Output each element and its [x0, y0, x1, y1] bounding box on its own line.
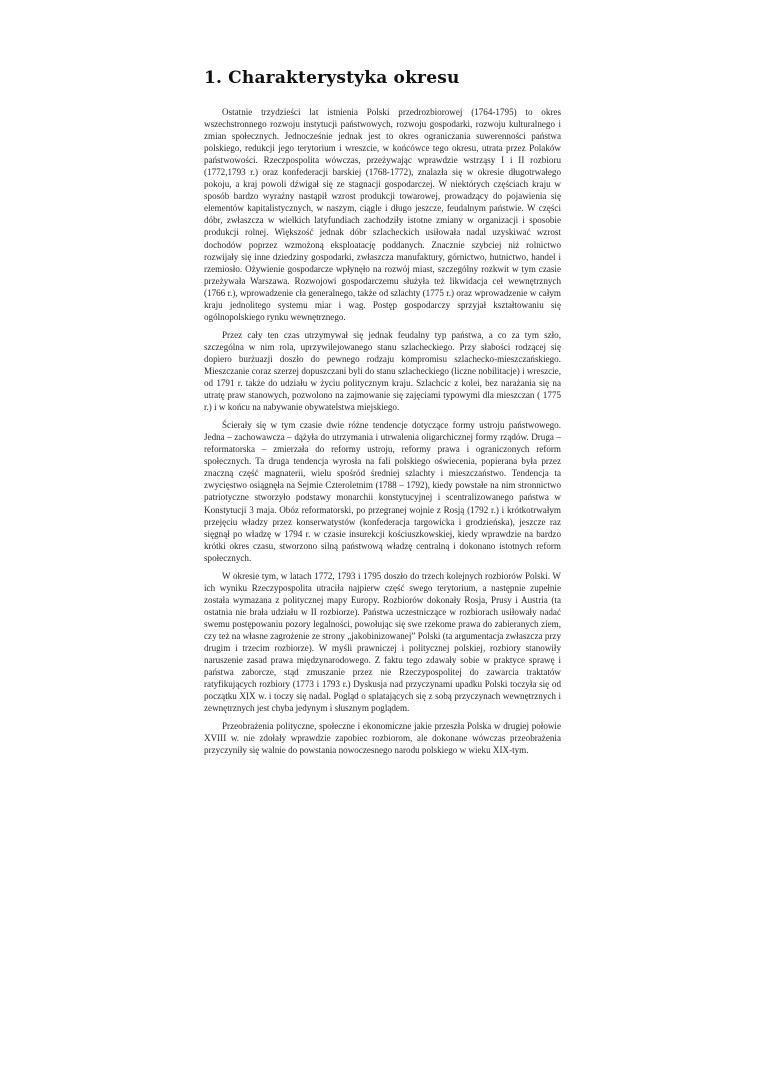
- paragraph-2: Przez cały ten czas utrzymywał się jednak feudalny typ państwa, a co za tym szło, szczególna w nim rola, uprzywilejowanego stanu szlacheckiego. Przy słabości rodzącej się dopiero burżuazji doszło do pewnego rodzaju kompromisu szlachecko-mieszczańskiego. Mieszczanie coraz szerzej dopuszczani byli do stanu szlacheckiego (liczne nobilitacje) i wreszcie, od 1791 r. także do udziału w życiu politycznym kraju. Szlachcic z kolei, bez narażania się na utratę praw stanowych, pozwolono na zajmowanie się zajęciami typowymi dla mieszczan ( 1775 r.) i w końcu na nabywanie obywatelstwa miejskiego.: [204, 329, 561, 413]
- page-title: [204, 68, 564, 88]
- section-number: 1.: [204, 68, 223, 88]
- paragraph-1: Ostatnie trzydzieści lat istnienia Polski przedrozbiorowej (1764-1795) to okres wszechstronnego rozwoju instytucji państwowych, rozwoju gospodarki, rozwoju kulturalnego i zmian społecznych. Jednocześnie jednak jest to okres ograniczania suwerenności państwa polskiego, redukcji jego terytorium i wreszcie, w końcówce tego okresu, utrata przez Polaków państwowości. Rzeczpospolita wówczas, przeżywając wprawdzie wstrząsy I i II rozbioru (1772,1793 r.) oraz konfederacji barskiej (1768-1772), znalazła się w okresie długotrwałego pokoju, a kraj powoli dźwigał się ze stagnacji gospodarczej. W niektórych częściach kraju w sposób bardzo wyraźny nastąpił wzrost produkcji towarowej, prowadzący do pojawienia się elementów kapitalistycznych, w naszym, ciągle i długo jeszcze, feudalnym państwie. W części dóbr, zwłaszcza w wielkich latyfundiach zachodziły istotne zmiany w organizacji i sposobie produkcji rolnej. Większość jednak dóbr szlacheckich usiłowała nadal uzyskiwać wzrost dochodów poprzez wzmożoną eksploatację poddanych. Znacznie szybciej niż rolnictwo rozwijały się inne dziedziny gospodarki, zwłaszcza manufaktury, górnictwo, hutnictwo, handel i rzemiosło. Ożywienie gospodarcze wpłynęło na rozwój miast, szczególny rozkwit w tym czasie przeżywała Warszawa. Rozwojowi gospodarczemu służyła też likwidacja ceł wewnętrznych (1766 r.), wprowadzenie cła generalnego, także od szlachty (1775 r.) oraz wprowadzenie w całym kraju jednolitego systemu miar i wag. Postęp gospodarczy sprzyjał kształtowaniu się ogólnopolskiego rynku wewnętrznego.: [204, 107, 561, 322]
- body-text: [204, 106, 561, 762]
- paragraph-5: Przeobrażenia polityczne, społeczne i ekonomiczne jakie przeszła Polska w drugiej połowie XVIII w. nie zdołały wprawdzie zapobiec rozbiorom, ale dokonane wówczas przeobrażenia przyczyniły się walnie do powstania nowoczesnego narodu polskiego w wieku XIX-tym.: [204, 721, 561, 756]
- section-title: Charakterystyka okresu: [228, 68, 460, 88]
- paragraph-3: Ścierały się w tym czasie dwie różne tendencje dotyczące formy ustroju państwowego. Jedna – zachowawcza – dążyła do utrzymania i utrwalenia oligarchicznej formy rządów. Druga – reformatorska – zmierzała do reformy ustroju, reformy prawa i ograniczonych reform społecznych. Ta druga tendencja wyrosła na fali polskiego oświecenia, popierana była przez znaczną część magnaterii, wielu spośród średniej szlachty i mieszczaństwo. Tendencja ta zwycięstwo osiągnęła na Sejmie Czteroletnim (1788 – 1792), kiedy powstałe na nim stronnictwo patriotyczne stworzyło podstawy monarchii konstytucyjnej i scentralizowanego państwa w Konstytucji 3 maja. Obóz reformatorski, po przegranej wojnie z Rosją (1792 r.) i krótkotrwałym przejęciu władzy przez konserwatystów (konfederacja targowicka i grodzieńska), jeszcze raz sięgnął po władzę w 1794 r. w czasie insurekcji kościuszkowskiej, kiedy wprawdzie na bardzo krótki okres czasu, stworzono silną państwową władzę centralną i dokonano istotnych reform społecznych.: [204, 420, 561, 563]
- paragraph-4: W okresie tym, w latach 1772, 1793 i 1795 doszło do trzech kolejnych rozbiorów Polski. W ich wyniku Rzeczypospolita utraciła najpierw część swego terytorium, a następnie zupełnie została wymazana z politycznej mapy Europy. Rozbiorów dokonały Rosja, Prusy i Austria (ta ostatnia nie brała udziału w II rozbiorze). Państwa uczestniczące w rozbiorach usiłowały nadać swemu postępowaniu pozory legalności, powołując się swe rzekome prawa do zabieranych ziem, czy też na własne zagrożenie ze strony „jakobinizowanej” Polski (ta argumentacja zwłaszcza przy drugim i trzecim rozbiorze). W myśli prawniczej i politycznej polskiej, rozbiory stanowiły naruszenie zasad prawa międzynarodowego. Z faktu tego zdawały sobie w praktyce sprawę i państwa zaborcze, stąd zmuszanie przez nie Rzeczypospolitej do zawarcia traktatów ratyfikujących rozbiory (1773 i 1793 r.) Dyskusja nad przyczynami upadku Polski toczyła się od początku XIX w. i toczy się nadal. Pogląd o splatających się z sobą przyczynach wewnętrznych i zewnętrznych jest chyba jedynym i słusznym poglądem.: [204, 570, 561, 714]
